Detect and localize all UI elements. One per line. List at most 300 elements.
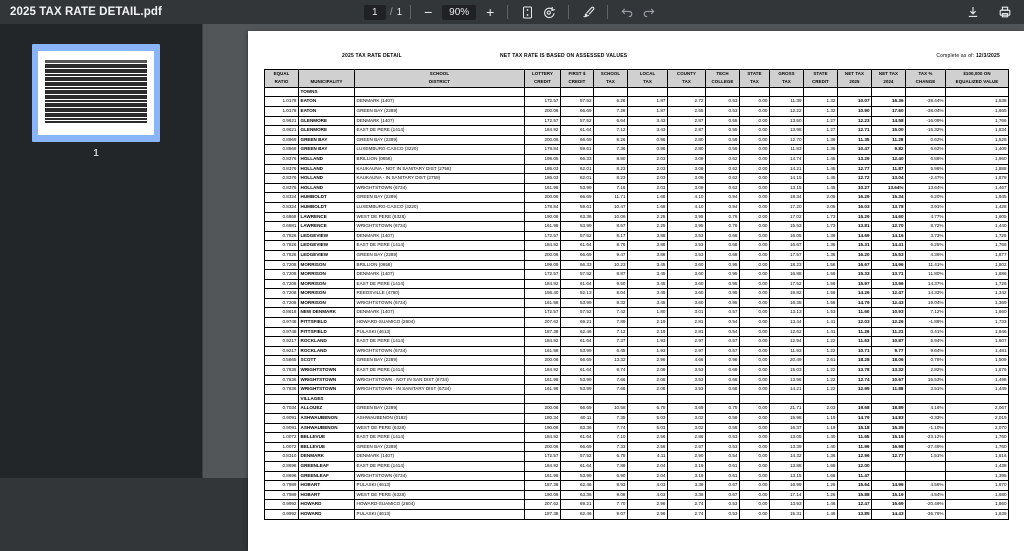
- cell-equalized-value: 1,946: [946, 327, 1009, 337]
- table-row: [265, 183, 1009, 193]
- cell-2025: 14.26: [838, 289, 872, 299]
- cell-equal-ratio: 0.7208: [265, 260, 299, 270]
- cell-credit: 199.05: [525, 154, 561, 164]
- cell-college: 0.58: [706, 414, 740, 424]
- col-header-top-1: [299, 70, 355, 79]
- cell-tax: 2.04: [628, 461, 668, 471]
- cell-2024: 13.71: [872, 270, 906, 280]
- cell-equal-ratio: 0.8376: [265, 183, 299, 193]
- cell-tax: 0.00: [740, 135, 770, 145]
- print-icon[interactable]: [994, 2, 1016, 22]
- cell-tax: 13.15: [770, 471, 804, 481]
- cell-change: 13.64%: [906, 183, 946, 193]
- cell-school-district: LUXEMBURG-CASCO (3220): [355, 202, 525, 212]
- cell-tax: 5.03: [628, 414, 668, 424]
- cell-2024: 15.19: [872, 490, 906, 500]
- cell-tax: 2.72: [668, 97, 706, 107]
- table-row: [265, 202, 1009, 212]
- cell-2025: 19.68: [838, 404, 872, 414]
- cell-change: 5.98%: [906, 164, 946, 174]
- cell-2025: 13.81: [838, 222, 872, 232]
- cell-tax: 12.22: [770, 107, 804, 117]
- cell-college: 0.68: [706, 250, 740, 260]
- cell-change: 4.56%: [906, 481, 946, 491]
- cell-tax: 3.19: [668, 461, 706, 471]
- col-header-top-14: TAX %: [906, 70, 946, 79]
- cell-credit: 187.38: [525, 481, 561, 491]
- cell-credit: 1.73: [804, 222, 838, 232]
- cell-credit: 200.06: [525, 193, 561, 203]
- cell-credit: 161.98: [525, 375, 561, 385]
- cell-credit: 1.46: [804, 500, 838, 510]
- sidebar-scrollbar[interactable]: [198, 24, 202, 478]
- cell-2025: 14.79: [838, 298, 872, 308]
- cell-municipality: ROCKLAND: [299, 337, 355, 347]
- cell-tax: 13.15: [770, 183, 804, 193]
- cell-tax: 0.00: [740, 289, 770, 299]
- cell-credit: 200.06: [525, 107, 561, 117]
- cell-municipality: HOWARD: [299, 500, 355, 510]
- cell-municipality: HOLLAND: [299, 183, 355, 193]
- cell-credit: 1.22: [804, 337, 838, 347]
- cell-tax: 0.00: [740, 241, 770, 251]
- cell-tax: 6.45: [594, 346, 628, 356]
- cell-credit: 178.84: [525, 202, 561, 212]
- cell-equalized-value: 1,660: [946, 308, 1009, 318]
- cell-credit: 1.27: [804, 116, 838, 126]
- cell-credit: 1.56: [804, 298, 838, 308]
- cell-equal-ratio: 0.8696: [265, 471, 299, 481]
- cell-credit: 184.92: [525, 366, 561, 376]
- cell-2024: 14.16: [872, 231, 906, 241]
- report-title: 2025 TAX RATE DETAIL: [342, 53, 402, 59]
- cell-tax: 2.19: [628, 327, 668, 337]
- table-row: [265, 433, 1009, 443]
- cell-municipality: MORRISON: [299, 279, 355, 289]
- table-row: [265, 231, 1009, 241]
- cell-tax: 0.00: [740, 212, 770, 222]
- cell-credit: 61.64: [561, 126, 594, 136]
- cell-tax: 2.97: [668, 337, 706, 347]
- cell-school-district: WRIGHTSTOWN (6734): [355, 222, 525, 232]
- cell-tax: 15.98: [770, 414, 804, 424]
- table-row: [265, 164, 1009, 174]
- table-row: [265, 289, 1009, 299]
- cell-equal-ratio: 0.7208: [265, 279, 299, 289]
- section-spacer: [594, 87, 628, 97]
- cell-2025: 10.47: [838, 145, 872, 155]
- cell-change: 1.51%: [906, 452, 946, 462]
- cell-college: 0.68: [706, 385, 740, 395]
- cell-school-district: KAUKAUNA - NOT IN SANITARY DIST (2758): [355, 164, 525, 174]
- cell-change: 5.94%: [906, 337, 946, 347]
- zoom-out-button[interactable]: −: [424, 4, 433, 20]
- cell-2025: 16.67: [838, 260, 872, 270]
- cell-school-district: DENMARK (1407): [355, 97, 525, 107]
- cell-change: 6.20%: [906, 193, 946, 203]
- cell-equalized-value: 1,428: [946, 202, 1009, 212]
- cell-tax: 15.03: [770, 366, 804, 376]
- cell-credit: 172.57: [525, 116, 561, 126]
- cell-college: 0.57: [706, 337, 740, 347]
- cell-tax: 13.88: [770, 461, 804, 471]
- cell-tax: 11.71: [594, 193, 628, 203]
- cell-school-district: GREEN BAY (2289): [355, 135, 525, 145]
- cell-municipality: HOBART: [299, 481, 355, 491]
- cell-tax: 7.35: [594, 414, 628, 424]
- cell-school-district: BRILLION (0658): [355, 260, 525, 270]
- cell-college: 0.55: [706, 126, 740, 136]
- cell-credit: 66.69: [561, 107, 594, 117]
- cell-equal-ratio: 0.7836: [265, 385, 299, 395]
- cell-change: 9.64%: [906, 346, 946, 356]
- cell-credit: 1.53: [804, 308, 838, 318]
- cell-school-district: GREEN BAY (2289): [355, 250, 525, 260]
- col-header-tax: TAX: [668, 78, 706, 87]
- cell-municipality: LAWRENCE: [299, 222, 355, 232]
- cell-equalized-value: 2,019: [946, 414, 1009, 424]
- section-spacer: [906, 87, 946, 97]
- cell-tax: 0.00: [740, 433, 770, 443]
- cell-equalized-value: 1,766: [946, 241, 1009, 251]
- cell-change: 3.73%: [906, 231, 946, 241]
- cell-credit: 63.36: [561, 423, 594, 433]
- section-spacer: [706, 87, 740, 97]
- cell-college: 0.54: [706, 318, 740, 328]
- cell-tax: 12.70: [770, 135, 804, 145]
- cell-tax: 9.08: [594, 490, 628, 500]
- cell-tax: 2.56: [628, 442, 668, 452]
- cell-2024: [872, 461, 906, 471]
- cell-credit: 62.01: [561, 164, 594, 174]
- thumbnail-item-1[interactable]: [32, 44, 160, 159]
- cell-college: 0.53: [706, 97, 740, 107]
- thumbnail-sidebar[interactable]: [0, 24, 203, 478]
- cell-tax: 13.93: [770, 500, 804, 510]
- cell-school-district: REEDSVILLE (4760): [355, 289, 525, 299]
- cell-credit: 1.32: [804, 107, 838, 117]
- cell-tax: 3.01: [668, 308, 706, 318]
- page-number-input[interactable]: [364, 5, 386, 20]
- cell-school-district: WRIGHTSTOWN (6734): [355, 471, 525, 481]
- col-header-credit: CREDIT: [525, 78, 561, 87]
- cell-credit: 1.46: [804, 509, 838, 519]
- cell-school-district: GREEN BAY (2289): [355, 442, 525, 452]
- cell-equal-ratio: 0.8324: [265, 193, 299, 203]
- cell-college: 0.67: [706, 490, 740, 500]
- thumbnail-page-label: 1: [93, 148, 99, 159]
- cell-equalized-value: 1,607: [946, 337, 1009, 347]
- cell-school-district: PULASKI (4613): [355, 481, 525, 491]
- cell-credit: 69.21: [561, 318, 594, 328]
- table-row: [265, 308, 1009, 318]
- cell-change: -20.49%: [906, 500, 946, 510]
- cell-tax: 0.00: [740, 222, 770, 232]
- cell-2025: 10.90: [838, 107, 872, 117]
- cell-municipality: GLENMORE: [299, 116, 355, 126]
- cell-tax: 2.87: [668, 126, 706, 136]
- cell-tax: 0.00: [740, 509, 770, 519]
- cell-municipality: MORRISON: [299, 298, 355, 308]
- cell-tax: 2.96: [628, 509, 668, 519]
- cell-tax: 6.28: [594, 97, 628, 107]
- cell-change: 11.41%: [906, 260, 946, 270]
- pdf-page-area[interactable]: [204, 24, 1024, 516]
- pdf-viewer-toolbar: [0, 0, 1024, 24]
- cell-tax: 12.94: [770, 337, 804, 347]
- cell-change: 3.51%: [906, 385, 946, 395]
- cell-tax: 1.87: [628, 97, 668, 107]
- zoom-level-value[interactable]: 90%: [442, 5, 476, 20]
- cell-equalized-value: 1,760: [946, 433, 1009, 443]
- cell-credit: 184.92: [525, 433, 561, 443]
- cell-school-district: DENMARK (1407): [355, 270, 525, 280]
- cell-change: 11.80%: [906, 270, 946, 280]
- cell-tax: 0.00: [740, 414, 770, 424]
- col-header-top-11: STATE: [804, 70, 838, 79]
- cell-tax: 2.97: [668, 346, 706, 356]
- cell-tax: 14.21: [770, 385, 804, 395]
- cell-change: 0.78%: [906, 356, 946, 366]
- section-spacer: [804, 394, 838, 404]
- cell-tax: 16.67: [770, 241, 804, 251]
- col-header-credit: CREDIT: [561, 78, 594, 87]
- cell-equal-ratio: 0.9621: [265, 116, 299, 126]
- cell-credit: 59.61: [561, 145, 594, 155]
- cell-equal-ratio: 0.8376: [265, 174, 299, 184]
- cell-tax: 2.03: [628, 174, 668, 184]
- cell-tax: 3.45: [628, 298, 668, 308]
- cell-municipality: SCOTT: [299, 356, 355, 366]
- cell-tax: 10.06: [594, 212, 628, 222]
- table-row: [265, 174, 1009, 184]
- cell-tax: 6.75: [628, 404, 668, 414]
- download-icon[interactable]: [962, 2, 984, 22]
- cell-equal-ratio: 0.9091: [265, 414, 299, 424]
- table-row: [265, 509, 1009, 519]
- cell-tax: 14.32: [770, 452, 804, 462]
- section-spacer: [561, 394, 594, 404]
- cell-tax: 11.83: [770, 145, 804, 155]
- cell-school-district: GREEN BAY (2289): [355, 356, 525, 366]
- table-row: [265, 337, 1009, 347]
- cell-tax: 2.86: [668, 433, 706, 443]
- col-header-top-3: LOTTERY: [525, 70, 561, 79]
- cell-tax: 0.00: [740, 202, 770, 212]
- fit-page-icon[interactable]: [516, 2, 538, 22]
- cell-college: 0.95: [706, 260, 740, 270]
- cell-college: 0.53: [706, 500, 740, 510]
- cell-tax: 11.93: [770, 346, 804, 356]
- thumbnail-selected-frame[interactable]: [32, 44, 160, 142]
- cell-equal-ratio: 0.7826: [265, 241, 299, 251]
- cell-tax: 2.08: [628, 375, 668, 385]
- cell-credit: 66.33: [561, 154, 594, 164]
- cell-credit: 1.40: [804, 433, 838, 443]
- annotate-pen-icon[interactable]: [577, 2, 599, 22]
- cell-tax: 8.04: [594, 289, 628, 299]
- cell-change: -27.49%: [906, 442, 946, 452]
- section-spacer: [355, 87, 525, 97]
- cell-equalized-value: 1,665: [946, 107, 1009, 117]
- redo-icon[interactable]: [638, 2, 660, 22]
- cell-tax: 0.00: [740, 183, 770, 193]
- cell-tax: 0.00: [740, 327, 770, 337]
- cell-school-district: WRIGHTSTOWN (6734): [355, 298, 525, 308]
- cell-change: -23.12%: [906, 433, 946, 443]
- col-header-district: DISTRICT: [355, 78, 525, 87]
- cell-credit: 200.06: [525, 356, 561, 366]
- cell-equalized-value: 1,877: [946, 250, 1009, 260]
- cell-equal-ratio: 0.9992: [265, 509, 299, 519]
- cell-equal-ratio: 0.9217: [265, 337, 299, 347]
- cell-tax: 0.00: [740, 126, 770, 136]
- cell-credit: 1.45: [804, 164, 838, 174]
- cell-college: 0.53: [706, 433, 740, 443]
- cell-equal-ratio: 0.8376: [265, 164, 299, 174]
- cell-municipality: ALLOUEZ: [299, 404, 355, 414]
- cell-school-district: EAST DE PERE (1414): [355, 279, 525, 289]
- cell-equalized-value: 1,342: [946, 289, 1009, 299]
- cell-college: 0.95: [706, 289, 740, 299]
- complete-as-of: [936, 53, 1000, 59]
- cell-credit: 1.56: [804, 289, 838, 299]
- cell-change: -38.04%: [906, 107, 946, 117]
- col-header-tax: TAX: [770, 78, 804, 87]
- cell-credit: 200.06: [525, 404, 561, 414]
- cell-equal-ratio: 0.7989: [265, 481, 299, 491]
- table-row: [265, 298, 1009, 308]
- cell-tax: 8.74: [594, 366, 628, 376]
- cell-credit: 184.92: [525, 241, 561, 251]
- cell-equalized-value: 1,726: [946, 279, 1009, 289]
- cell-equalized-value: 1,481: [946, 346, 1009, 356]
- col-header-top-8: TECH: [706, 70, 740, 79]
- cell-change: -16.09%: [906, 116, 946, 126]
- cell-credit: 61.64: [561, 241, 594, 251]
- cell-credit: 61.64: [561, 461, 594, 471]
- cell-municipality: HOBART: [299, 490, 355, 500]
- cell-equalized-value: 2,070: [946, 423, 1009, 433]
- cell-credit: 1.36: [804, 231, 838, 241]
- table-row: [265, 250, 1009, 260]
- cell-2025: 15.97: [838, 279, 872, 289]
- cell-tax: 9.07: [594, 509, 628, 519]
- table-row: [265, 481, 1009, 491]
- undo-icon[interactable]: [616, 2, 638, 22]
- cell-2024: 12.43: [872, 298, 906, 308]
- cell-tax: 16.88: [770, 270, 804, 280]
- cell-credit: 200.06: [525, 135, 561, 145]
- cell-school-district: EAST DE PERE (1414): [355, 126, 525, 136]
- table-row: [265, 461, 1009, 471]
- cell-tax: 3.53: [668, 231, 706, 241]
- cell-college: 0.68: [706, 366, 740, 376]
- cell-tax: 13.32: [594, 356, 628, 366]
- cell-school-district: DENMARK (1407): [355, 308, 525, 318]
- cell-2024: 13.32: [872, 366, 906, 376]
- cell-tax: 2.03: [628, 164, 668, 174]
- cell-credit: 63.36: [561, 490, 594, 500]
- table-row: [265, 327, 1009, 337]
- cell-tax: 0.00: [740, 174, 770, 184]
- cell-equal-ratio: 0.8324: [265, 202, 299, 212]
- cell-2024: 15.34: [872, 193, 906, 203]
- table-row: [265, 260, 1009, 270]
- report-subtitle: NET TAX RATE IS BASED ON ASSESSED VALUES: [500, 53, 628, 59]
- cell-tax: 4.03: [628, 481, 668, 491]
- cell-change: [906, 471, 946, 481]
- cell-credit: 66.33: [561, 260, 594, 270]
- cell-2025: 12.96: [838, 452, 872, 462]
- cell-tax: 13.44: [770, 318, 804, 328]
- rotate-icon[interactable]: [538, 2, 560, 22]
- cell-tax: 0.00: [740, 318, 770, 328]
- cell-2025: 11.26: [838, 327, 872, 337]
- table-row: [265, 116, 1009, 126]
- cell-tax: 4.66: [668, 356, 706, 366]
- cell-credit: 1.45: [804, 183, 838, 193]
- cell-credit: 190.08: [525, 490, 561, 500]
- cell-change: 19.04%: [906, 298, 946, 308]
- cell-tax: 0.00: [740, 471, 770, 481]
- cell-tax: 2.81: [668, 318, 706, 328]
- cell-tax: 2.08: [628, 385, 668, 395]
- cell-credit: 161.98: [525, 298, 561, 308]
- cell-credit: 53.99: [561, 183, 594, 193]
- cell-tax: 0.00: [740, 452, 770, 462]
- col-header-equalized-value: EQUALIZED VALUE: [946, 78, 1009, 87]
- cell-tax: 0.00: [740, 346, 770, 356]
- cell-tax: 3.53: [668, 366, 706, 376]
- cell-credit: 1.41: [804, 327, 838, 337]
- cell-credit: 62.01: [561, 174, 594, 184]
- cell-tax: 6.75: [594, 452, 628, 462]
- pdf-viewer-body: [0, 24, 1024, 516]
- cell-credit: 1.27: [804, 126, 838, 136]
- cell-school-district: KAUKAUNA - IN SANITARY DIST (2758): [355, 174, 525, 184]
- cell-equalized-value: 1,369: [946, 298, 1009, 308]
- cell-credit: 57.52: [561, 270, 594, 280]
- zoom-in-button[interactable]: +: [486, 4, 495, 20]
- table-row: [265, 318, 1009, 328]
- cell-credit: 207.62: [525, 318, 561, 328]
- cell-school-district: WRIGHTSTOWN (6734): [355, 346, 525, 356]
- cell-municipality: EATON: [299, 107, 355, 117]
- section-spacer: [770, 394, 804, 404]
- cell-tax: 1.87: [628, 107, 668, 117]
- cell-tax: 13.98: [770, 126, 804, 136]
- cell-change: [906, 461, 946, 471]
- cell-2025: 15.33: [838, 270, 872, 280]
- cell-2024: 10.67: [872, 375, 906, 385]
- page-separator: /: [389, 6, 393, 18]
- cell-credit: 53.99: [561, 222, 594, 232]
- cell-credit: 187.38: [525, 327, 561, 337]
- cell-tax: 3.88: [628, 241, 668, 251]
- col-header-2024: 2024: [872, 78, 906, 87]
- cell-credit: 184.92: [525, 461, 561, 471]
- cell-credit: 57.52: [561, 116, 594, 126]
- cell-equal-ratio: 1.0072: [265, 433, 299, 443]
- cell-equalized-value: 1,945: [946, 193, 1009, 203]
- cell-2024: 14.43: [872, 509, 906, 519]
- cell-tax: 0.00: [740, 366, 770, 376]
- cell-municipality: ROCKLAND: [299, 346, 355, 356]
- cell-2025: 11.63: [838, 337, 872, 347]
- cell-equal-ratio: 0.8618: [265, 308, 299, 318]
- cell-tax: 8.23: [594, 164, 628, 174]
